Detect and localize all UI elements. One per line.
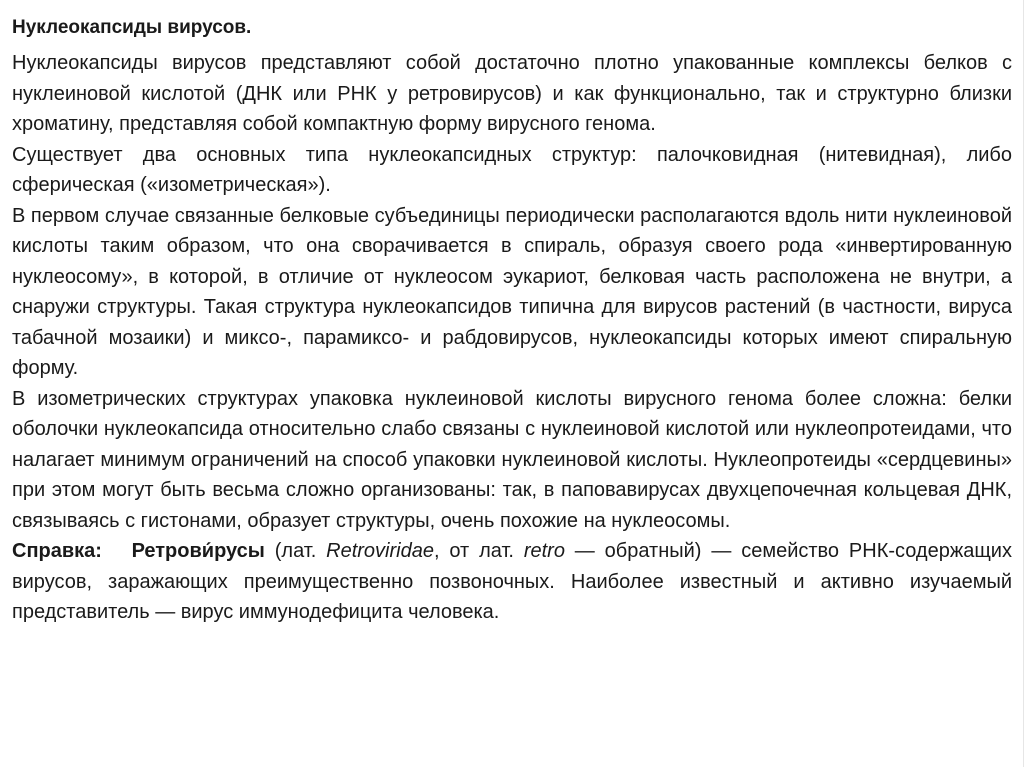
slide-title: Нуклеокапсиды вирусов. (12, 17, 252, 38)
reference-text-1: (лат. (264, 540, 327, 562)
paragraph-structure: Нуклеокапсиды вирусов представляют собой достаточно плотно упакованные комплексы белков с нуклеиновой кислотой (ДНК или РНК у ретровирусов) и как функционально, так и структурно близки хроматину, представляя собой компактную форму вирусного генома. (12, 52, 1012, 135)
paragraph-helical: В первом случае связанные белковые субъединицы периодически располагаются вдоль нити нуклеиновой кислоты таким образом, что она сворачивается в спираль, образуя своего рода «инвертированную нуклеосому», в которой, в отличие от нуклеосом эукариот, белковая часть расположена не внутри, а снаружи структуры. Такая структура нуклеокапсидов типична для вирусов растений (в частности, вируса табачной мозаики) и миксо-, парамиксо- и рабдовирусов, нуклеокапсиды которых имеют спиральную форму. (12, 204, 1012, 379)
reference-text-3: — обратный) — семейство РНК-содержащих вирусов, заражающих преимущественно позвоночных. Наиболее известный и активно изучаемый представитель — вирус иммунодефицита человека. (12, 540, 1012, 623)
reference-latin-word: retro (523, 540, 565, 562)
slide-content (12, 14, 1012, 628)
paragraph-reference (12, 536, 1012, 628)
paragraph-types: Существует два основных типа нуклеокапсидных структур: палочковидная (нитевидная), либо сферическая («изометрическая»). (12, 143, 1012, 196)
reference-latin-name: Retroviridae (326, 540, 434, 562)
reference-text-2: , от лат. (433, 540, 524, 562)
reference-term: Ретрови́русы (131, 540, 265, 562)
reference-label: Справка: (12, 540, 102, 562)
paragraph-isometric: В изометрических структурах упаковка нуклеиновой кислоты вирусного генома более сложна: белки оболочки нуклеокапсида относительно слабо связаны с нуклеиновой кислотой или нуклеопротеидами, что налагает минимум ограничений на способ упаковки нуклеиновой кислоты. Нуклеопротеиды «сердцевины» при этом могут быть весьма сложно организованы: так, в паповавирусах двухцепочечная кольцевая ДНК, связываясь с гистонами, образует структуры, очень похожие на нуклеосомы. (12, 387, 1012, 532)
